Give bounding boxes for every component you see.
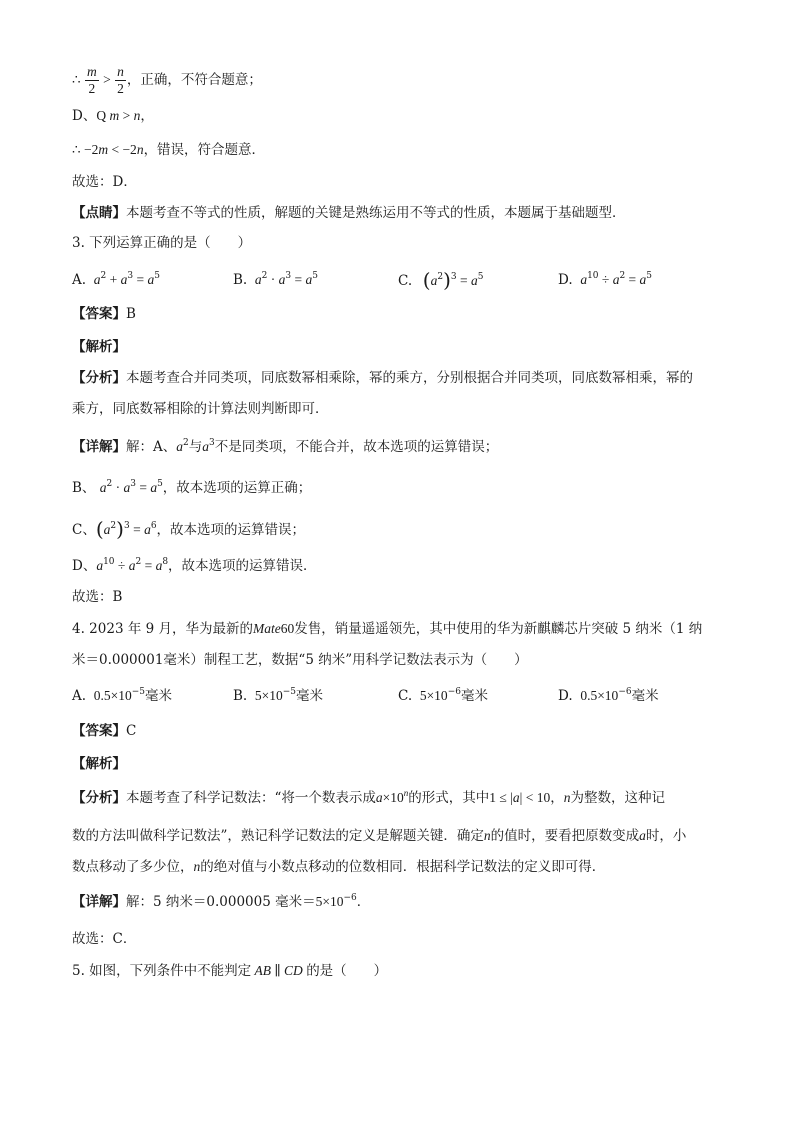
q4-conclusion: 故选：C．: [72, 931, 137, 947]
q4-analysis-heading: 【解析】: [72, 756, 126, 772]
q4-stem-line1: 4. 2023 年 9 月，华为最新的Mate60发售，销量遥遥领先，其中使用的华为新麒麟芯片突破 5 纳米（1 纳: [72, 621, 703, 637]
q3-option-b: B. $a^2 \cdot a^3 = a^5$: [233, 271, 318, 288]
q4-stem-line2: 米＝0.000001毫米）制程工艺，数据“5 纳米”用科学记数法表示为（ ）: [72, 652, 528, 668]
q3-option-d: D. $a^{10} \div a^2 = a^5$: [558, 271, 653, 288]
q4-fenxi-line2: 数的方法叫做科学记数法”，熟记科学记数法的定义是解题关键．确定n的值时，要看把原数变成a时，小: [72, 828, 687, 844]
q3-xiangjie-c: C、$(a^2)^3 = a^6$，故本选项的运算错误；: [72, 517, 306, 541]
q3-xiangjie-d: D、$a^{10} \div a^2 = a^8$，故本选项的运算错误．: [72, 557, 317, 574]
q3-fenxi-line1: 【分析】本题考查合并同类项，同底数幂相乘除，幂的乘方，分别根据合并同类项，同底数幂相乘，幂的: [72, 370, 693, 386]
q2-dianjing: 【点睛】本题考查不等式的性质，解题的关键是熟练运用不等式的性质，本题属于基础题型．: [72, 205, 626, 221]
q4-option-c: C. $5\times 10^{-6}$毫米: [398, 687, 488, 704]
q4-answer: 【答案】C: [72, 723, 137, 739]
q3-conclusion: 故选：B: [72, 589, 123, 605]
q2-conclusion: 故选：D．: [72, 174, 137, 190]
q5-stem: 5. 如图，下列条件中不能判定 AB ∥ CD 的是（ ）: [72, 963, 388, 979]
q4-fenxi-line1: 【分析】本题考查了科学记数法：“将一个数表示成$a\times 10^n$的形式，其中1 ≤ |a| < 10，n为整数，这种记: [72, 788, 665, 806]
q2-line-frac: ∴ $\frac{m}{2}$ > $\frac{n}{2}$ ，正确，不符合题意；: [72, 64, 262, 96]
fraction-n-over-2: $\frac{n}{2}$: [117, 64, 124, 96]
fraction-m-over-2: $\frac{m}{2}$: [86, 64, 97, 96]
q2-l1-text: ，正确，不符合题意；: [126, 72, 262, 88]
q3-xiangjie-b: B、 $a^2 \cdot a^3 = a^5$，故本选项的运算正确；: [72, 479, 312, 496]
q4-option-a: A. $0.5\times 10^{-5}$毫米: [72, 687, 172, 704]
q4-option-b: B. $5\times 10^{-5}$毫米: [233, 687, 324, 704]
q2-line-ineq: ∴ −2m < −2n，错误，符合题意．: [72, 142, 266, 158]
q3-answer: 【答案】B: [72, 306, 136, 322]
q2-line-d: D、Q m > n，: [72, 108, 154, 124]
q3-xiangjie-a: 【详解】解：A、$a^2$与$a^3$不是同类项，不能合并，故本选项的运算错误；: [72, 438, 499, 455]
q3-option-a: A. $a^2 + a^3 = a^5$: [72, 271, 160, 288]
q4-xiangjie: 【详解】解：5 纳米＝0.000005 毫米$=5\times 10^{-6}$．: [72, 893, 371, 910]
q4-option-d: D. $0.5\times 10^{-6}$毫米: [558, 687, 659, 704]
q4-fenxi-line3: 数点移动了多少位，n的绝对值与小数点移动的位数相同．根据科学记数法的定义即可得．: [72, 859, 606, 875]
q3-option-c: C. $(a^2)^3 = a^5$: [398, 268, 484, 292]
q3-fenxi-line2: 乘方，同底数幂相除的计算法则判断即可．: [72, 401, 329, 417]
q3-stem: 3. 下列运算正确的是（ ）: [72, 235, 252, 251]
q3-analysis-heading: 【解析】: [72, 339, 126, 355]
